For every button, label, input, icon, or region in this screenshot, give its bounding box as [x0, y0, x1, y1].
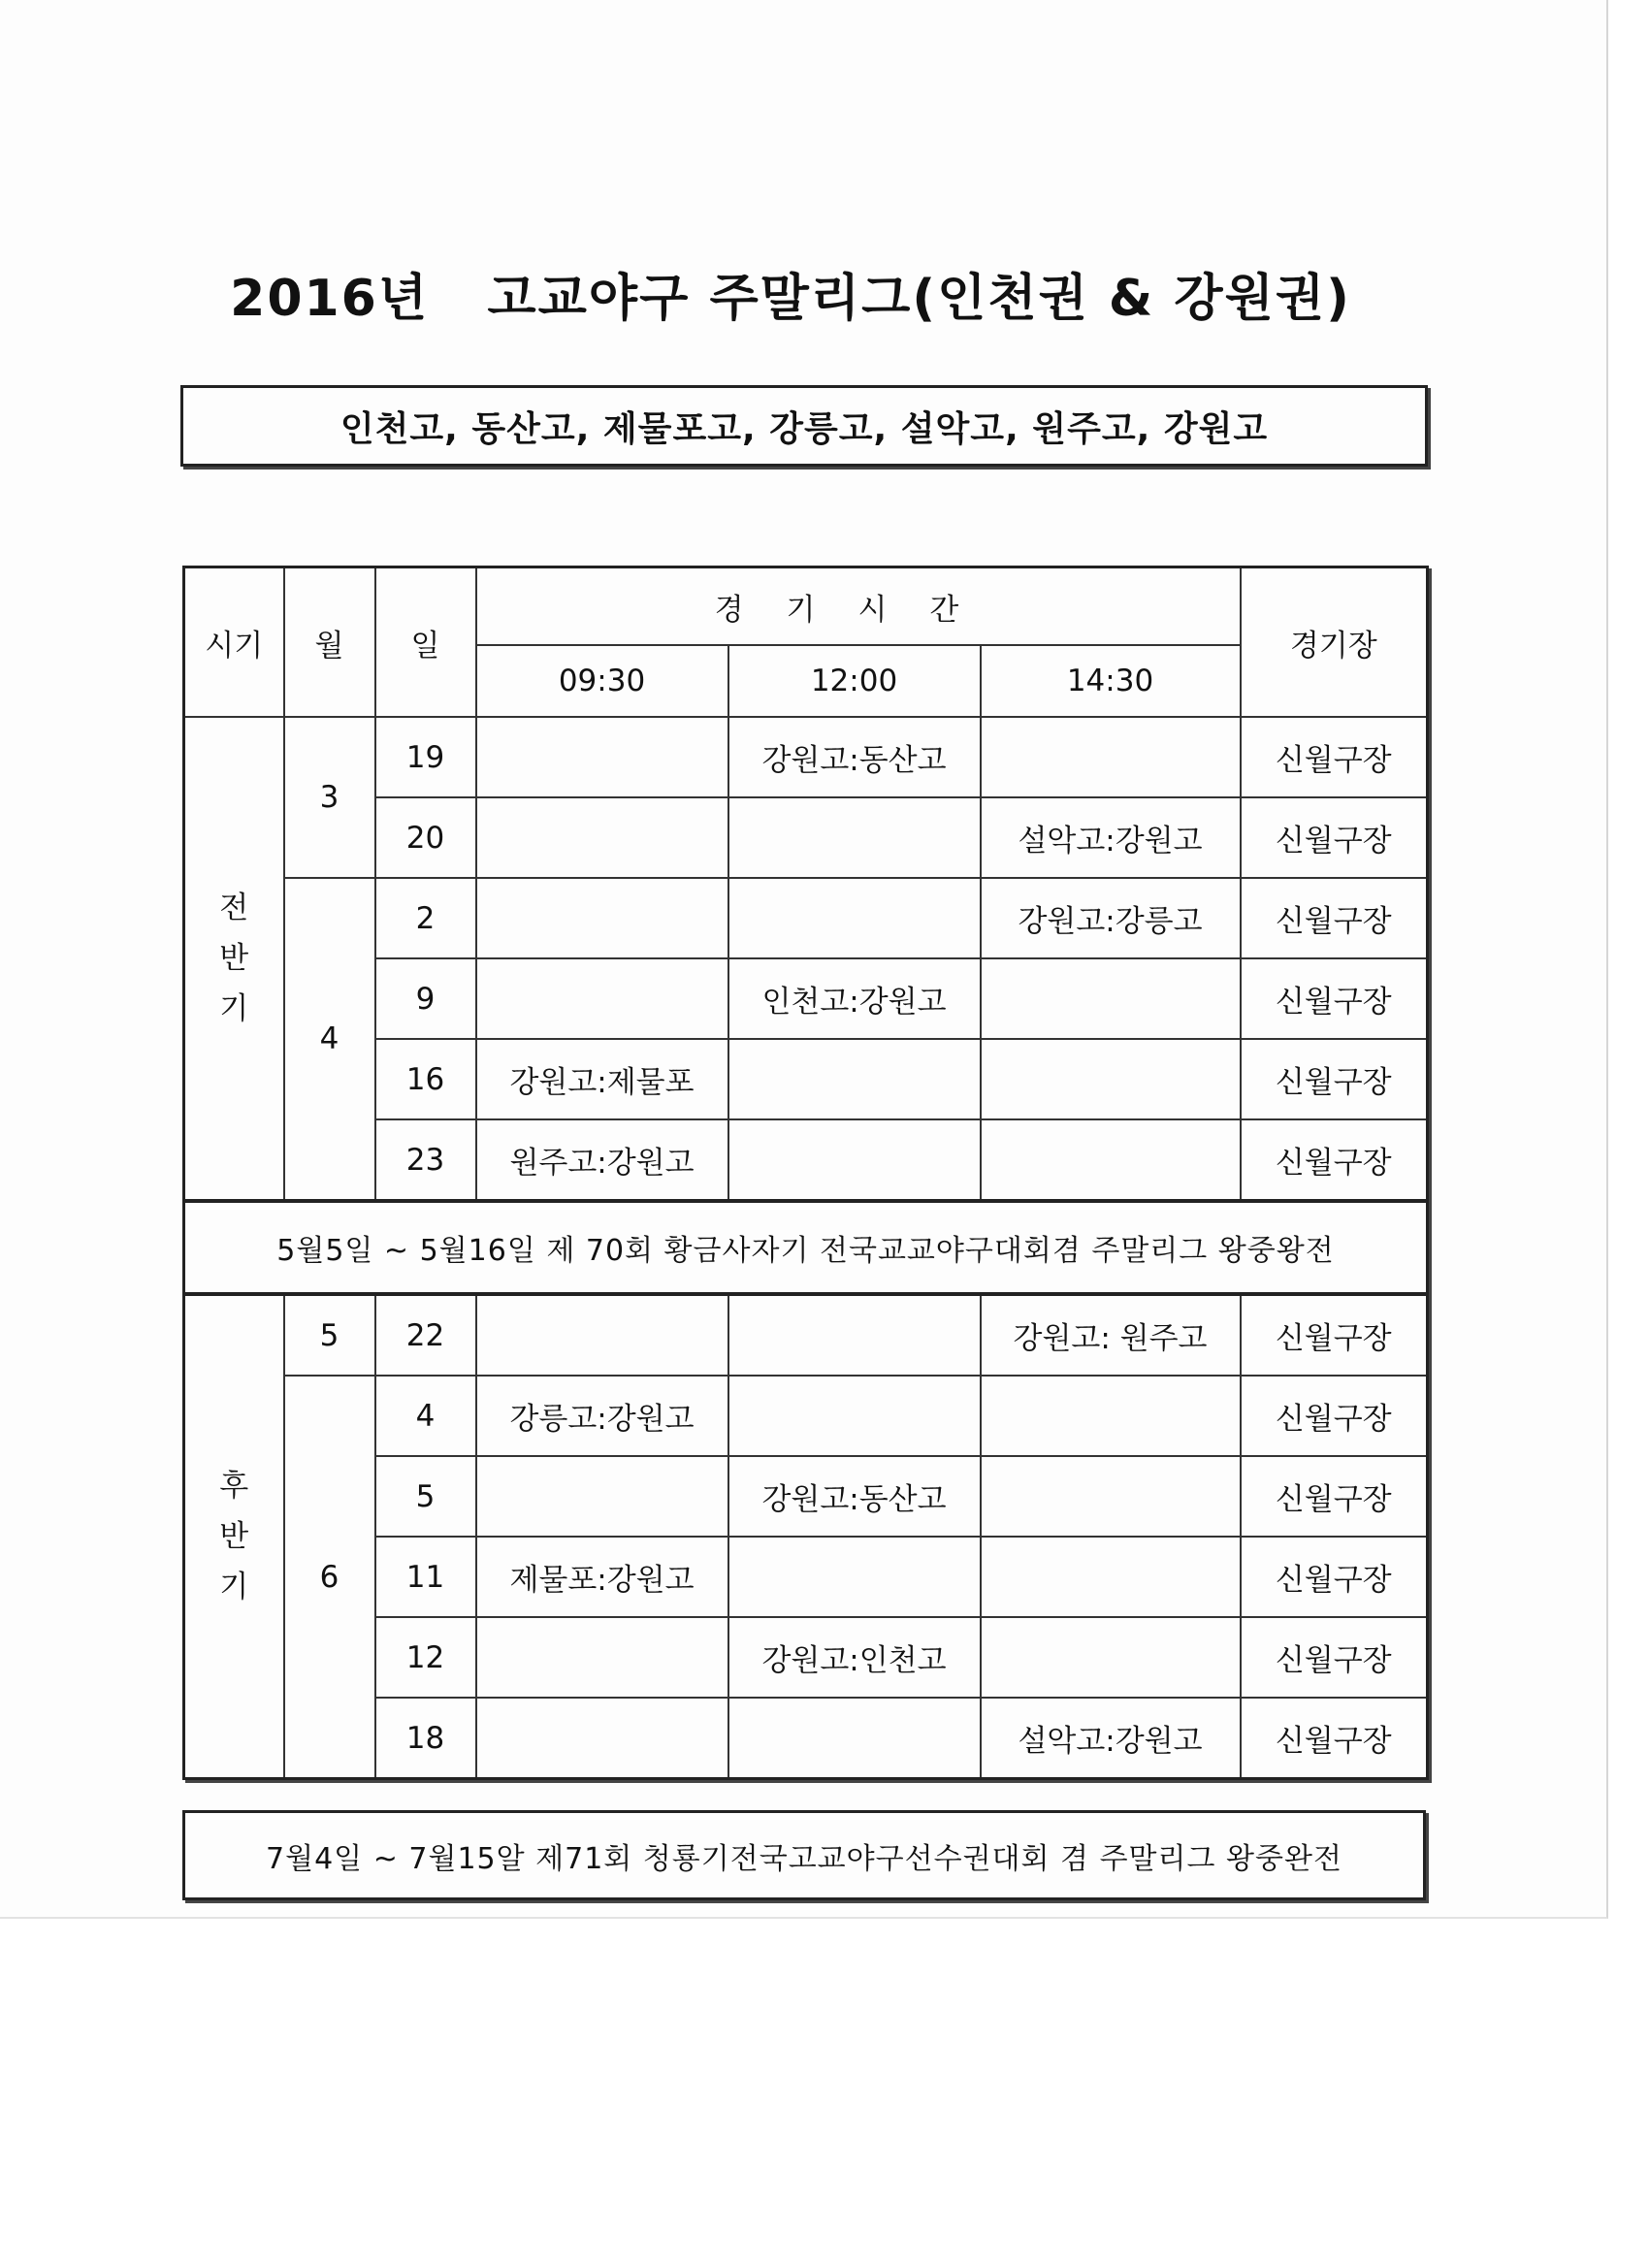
header-day: 일 [375, 567, 476, 718]
match-1200 [728, 797, 981, 878]
venue-cell: 신월구장 [1241, 1294, 1428, 1376]
match-1200 [728, 878, 981, 958]
match-0930: 제물포:강원고 [476, 1537, 728, 1617]
venue-cell: 신월구장 [1241, 797, 1428, 878]
schedule-table [182, 566, 1429, 1780]
match-0930 [476, 717, 728, 797]
match-0930: 강원고:제물포 [476, 1039, 728, 1119]
match-1430: 강원고:강릉고 [981, 878, 1241, 958]
match-0930 [476, 1617, 728, 1698]
period-char: 반 [219, 1519, 249, 1554]
document-title: 2016년 고교야구 주말리그(인천권 & 강원권) [230, 270, 1351, 328]
match-1430 [981, 1617, 1241, 1698]
match-0930 [476, 1456, 728, 1537]
period-char: 반 [219, 941, 249, 976]
period-char: 기 [219, 1570, 249, 1604]
participating-teams-box [180, 385, 1428, 467]
match-1200: 인천고:강원고 [728, 958, 981, 1039]
match-1430 [981, 717, 1241, 797]
match-1200 [728, 1376, 981, 1456]
match-1430 [981, 1537, 1241, 1617]
footer-note-box [182, 1810, 1426, 1900]
day-cell: 5 [375, 1456, 476, 1537]
period-char: 기 [219, 991, 249, 1026]
month-cell: 6 [284, 1376, 375, 1779]
header-time-0930: 09:30 [476, 645, 728, 717]
day-cell: 11 [375, 1537, 476, 1617]
day-cell: 4 [375, 1376, 476, 1456]
match-1200 [728, 1294, 981, 1376]
match-1200 [728, 1537, 981, 1617]
participating-teams: 인천고, 동산고, 제물포고, 강릉고, 설악고, 원주고, 강원고 [340, 408, 1269, 449]
venue-cell: 신월구장 [1241, 958, 1428, 1039]
day-cell: 23 [375, 1119, 476, 1201]
table-row [184, 1294, 1428, 1376]
match-1200: 강원고:인천고 [728, 1617, 981, 1698]
venue-cell: 신월구장 [1241, 1698, 1428, 1779]
venue-cell: 신월구장 [1241, 1376, 1428, 1456]
day-cell: 9 [375, 958, 476, 1039]
match-1430: 설악고:강원고 [981, 1698, 1241, 1779]
second-half-label [184, 1294, 284, 1779]
header-period: 시기 [184, 567, 284, 718]
match-0930: 강릉고:강원고 [476, 1376, 728, 1456]
venue-cell: 신월구장 [1241, 1119, 1428, 1201]
day-cell: 12 [375, 1617, 476, 1698]
match-0930 [476, 1698, 728, 1779]
day-cell: 18 [375, 1698, 476, 1779]
footer-note: 7월4일 ~ 7월15알 제71회 청룡기전국고교야구선수권대회 겸 주말리그 왕중완전 [266, 1841, 1342, 1876]
month-cell: 5 [284, 1294, 375, 1376]
header-time-1200: 12:00 [728, 645, 981, 717]
venue-cell: 신월구장 [1241, 1617, 1428, 1698]
match-1430: 설악고:강원고 [981, 797, 1241, 878]
header-game-time: 경기시간 [476, 567, 1241, 646]
match-1200 [728, 1039, 981, 1119]
day-cell: 2 [375, 878, 476, 958]
venue-cell: 신월구장 [1241, 1537, 1428, 1617]
match-1430 [981, 1119, 1241, 1201]
header-time-1430: 14:30 [981, 645, 1241, 717]
day-cell: 19 [375, 717, 476, 797]
table-row [184, 878, 1428, 958]
day-cell: 20 [375, 797, 476, 878]
header-month: 월 [284, 567, 375, 718]
match-0930: 원주고:강원고 [476, 1119, 728, 1201]
venue-cell: 신월구장 [1241, 1456, 1428, 1537]
header-row-1 [184, 567, 1428, 646]
match-0930 [476, 958, 728, 1039]
match-1200: 강원고:동산고 [728, 717, 981, 797]
table-row [184, 1376, 1428, 1456]
mid-note-row [184, 1201, 1428, 1294]
venue-cell: 신월구장 [1241, 878, 1428, 958]
month-cell: 4 [284, 878, 375, 1201]
month-cell: 3 [284, 717, 375, 878]
match-0930 [476, 797, 728, 878]
match-0930 [476, 878, 728, 958]
day-cell: 16 [375, 1039, 476, 1119]
period-char: 전 [219, 891, 249, 925]
match-1430 [981, 1376, 1241, 1456]
header-venue: 경기장 [1241, 567, 1428, 718]
venue-cell: 신월구장 [1241, 1039, 1428, 1119]
match-0930 [476, 1294, 728, 1376]
match-1430 [981, 1039, 1241, 1119]
match-1430: 강원고: 원주고 [981, 1294, 1241, 1376]
match-1430 [981, 958, 1241, 1039]
match-1200 [728, 1698, 981, 1779]
match-1200: 강원고:동산고 [728, 1456, 981, 1537]
day-cell: 22 [375, 1294, 476, 1376]
mid-note: 5월5일 ~ 5월16일 제 70회 황금사자기 전국교교야구대회겸 주말리그 왕중왕전 [184, 1201, 1428, 1294]
table-row [184, 717, 1428, 797]
venue-cell: 신월구장 [1241, 717, 1428, 797]
period-char: 후 [219, 1469, 249, 1504]
match-1430 [981, 1456, 1241, 1537]
match-1200 [728, 1119, 981, 1201]
first-half-label [184, 717, 284, 1201]
